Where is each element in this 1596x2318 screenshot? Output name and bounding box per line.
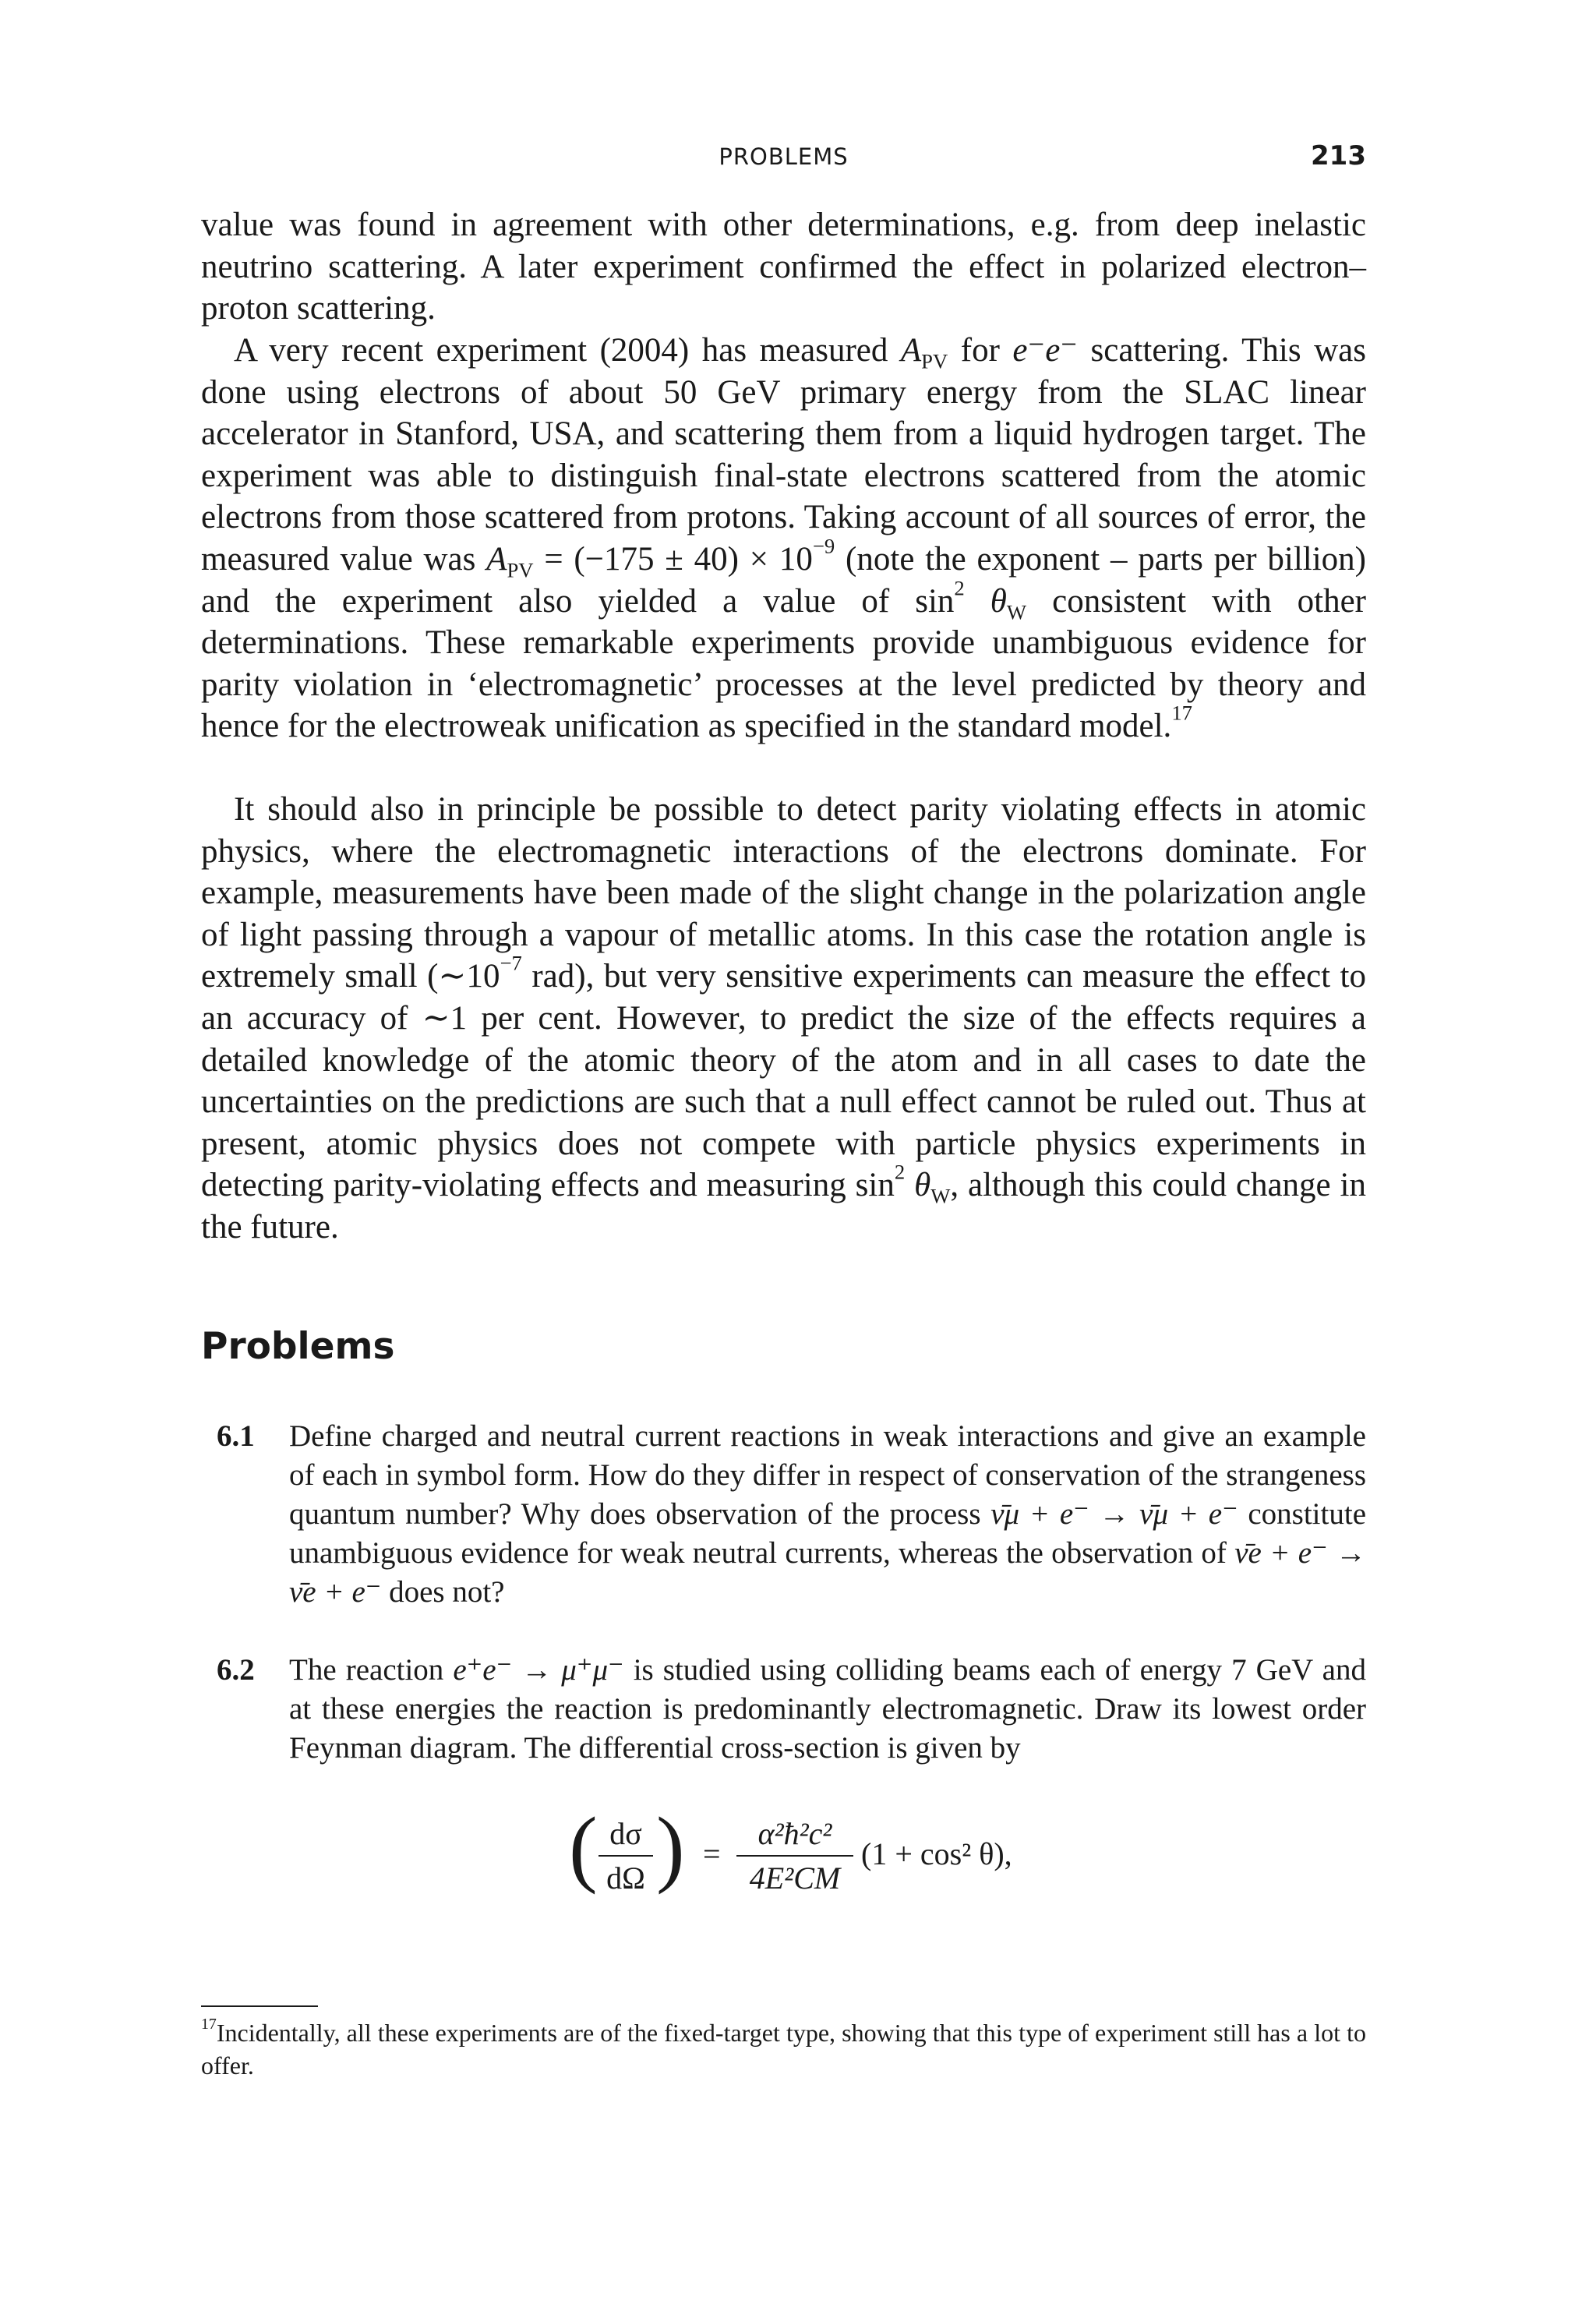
footnote-17: $^{17}$Incidentally, all these experiments are of the fixed-target type, showing that this type of experiment still has a lot to offer. (201, 2016, 1366, 2079)
problem-6-2 (201, 1651, 1366, 1768)
page-number: 213 (1311, 140, 1366, 171)
equals-sign: = (703, 1836, 721, 1871)
left-paren: ( (569, 1800, 598, 1895)
lhs-fraction: dσ dΩ (598, 1815, 653, 1896)
rhs-fraction: α²ħ²c² 4E²CM (736, 1815, 853, 1896)
problem-number: 6.1 (217, 1419, 255, 1453)
problem-text: The reaction e⁺e⁻ → μ⁺μ⁻ is studied using colliding beams each of energy 7 GeV and at these energies the reaction is predominantly electromagnetic. Draw its lowest order Feynman diagram. The differential cross-section is given by (289, 1653, 1366, 1765)
paragraph-3: It should also in principle be possible to detect parity violating effects in atomic physics, where the electromagnetic interactions of the electrons dominate. For example, measurements have been made of the slight change in the polarization angle of light passing through a vapour of metallic atoms. In this case the rotation angle is extremely small ($\sim 10^{-7}$ rad), but very sensitive experiments can measure the effect to an accuracy of ∼1 per cent. However, to predict the size of the effects requires a detailed knowledge of the atomic theory of the atom and in all cases to date the uncertainties on the predictions are such that a null effect cannot be ruled out. Thus at present, atomic physics does not compete with particle physics experiments in detecting parity-violating effects and measuring $\sin^2 \theta_W$, although this could change in the future. (201, 791, 1366, 1246)
running-header (201, 139, 1366, 178)
paragraph-2: A very recent experiment (2004) has measured $A_{PV}$ for e⁻e⁻ scattering. This was done using electrons of about 50 GeV primary energy from the SLAC linear accelerator in Stanford, USA, and scattering them from a liquid hydrogen target. The experiment was able to distinguish final-state electrons scattered from the atomic electrons from those scattered from protons. Taking account of all sources of error, the measured value was $A_{PV} = (-175 \pm 40) \times 10^{-9}$ (note the exponent – parts per billion) and the experiment also yielded a value of $\sin^2 \theta_W$ consistent with other determinations. These remarkable experiments provide unambiguous evidence for parity violation in ‘electromagnetic’ processes at the level predicted by theory and hence for the electroweak unification as specified in the standard model.$^{17}$ (201, 332, 1366, 745)
right-paren: ) (656, 1800, 685, 1895)
running-title: PROBLEMS (719, 143, 849, 170)
section-heading: Problems (201, 1325, 395, 1368)
footnote-rule (201, 2005, 318, 2007)
angular-factor: (1 + cos² θ), (861, 1836, 1012, 1871)
cross-section-equation (569, 1800, 1036, 1913)
problem-text: Define charged and neutral current reactions in weak interactions and give an example of each in symbol form. How do they differ in respect of conservation of the strangeness quantum number? Why does observation of the process ν̄μ + e⁻ → ν̄μ + e⁻ constitute unambiguous evidence for weak neutral currents, whereas the observation of ν̄e + e⁻ → ν̄e + e⁻ does not? (289, 1419, 1367, 1609)
problem-6-1 (201, 1417, 1366, 1612)
footnote-ref-17: 17 (1171, 701, 1192, 726)
paragraph-1: value was found in agreement with other determinations, e.g. from deep inelastic neutrino scattering. A later experiment confirmed the effect in polarized electron–proton scattering. (201, 207, 1366, 327)
problem-number: 6.2 (217, 1653, 255, 1687)
